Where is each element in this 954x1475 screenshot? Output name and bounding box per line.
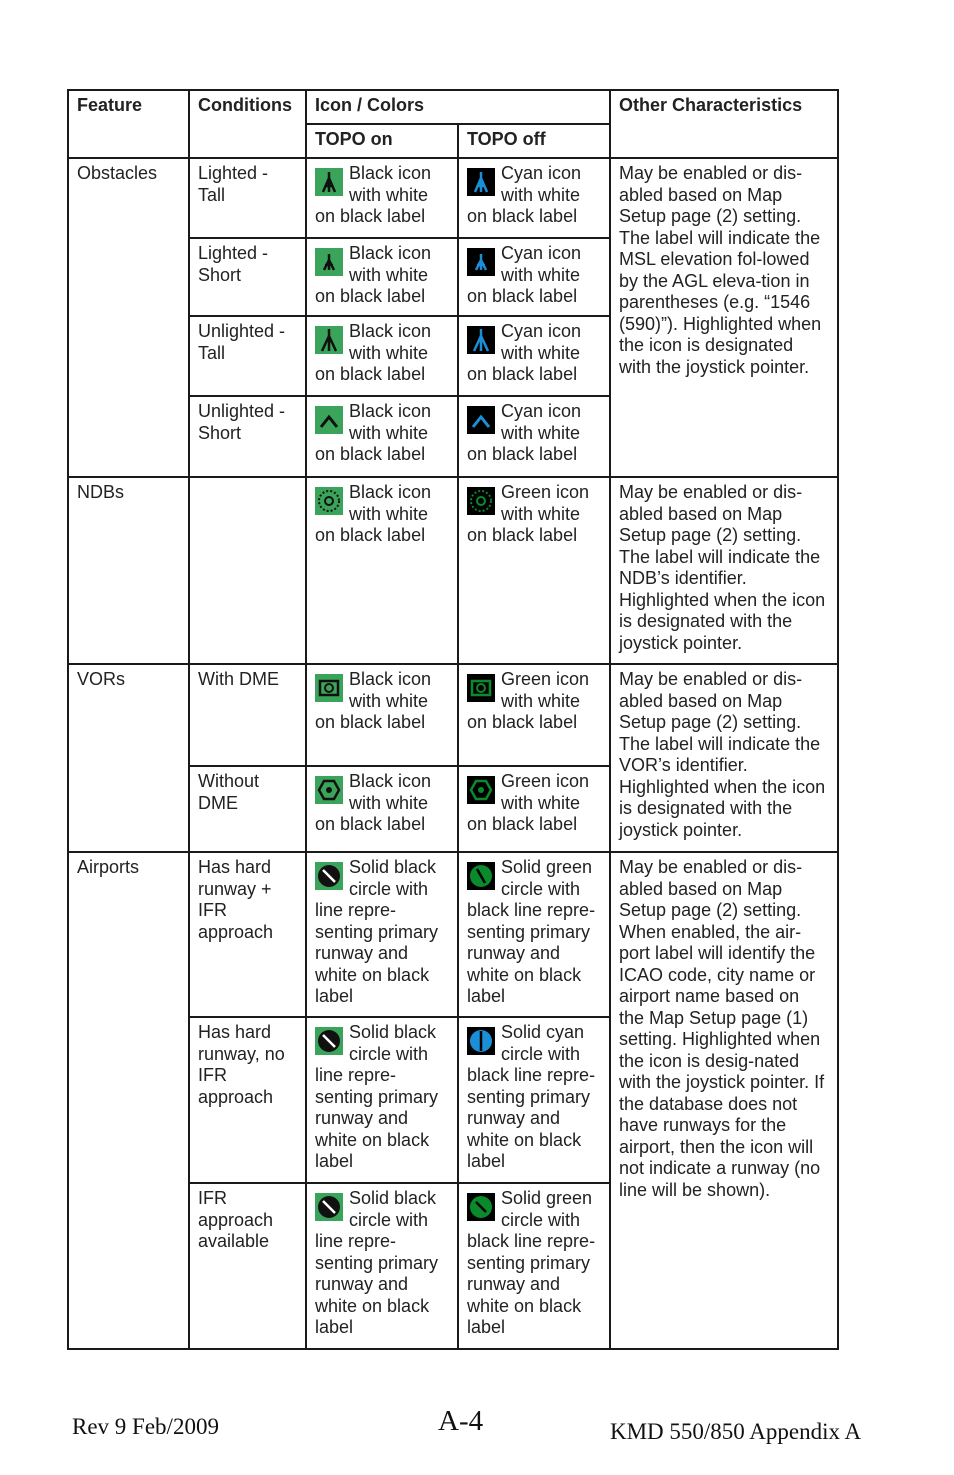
icon-description: Cyan icon with white on black label (467, 163, 582, 226)
condition-cell (189, 477, 306, 664)
vor-dme-icon (467, 674, 495, 702)
topo-off-cell (458, 238, 610, 316)
ndb-icon (315, 487, 343, 515)
airport-icon (315, 862, 343, 890)
airport-icon (315, 1027, 343, 1055)
topo-on-cell (306, 477, 458, 664)
table-row (68, 477, 838, 664)
obstacle-short-unlighted-icon (315, 406, 343, 434)
icon-description: Black icon with white on black label (315, 243, 432, 306)
vor-icon (467, 776, 495, 804)
ndb-icon (467, 487, 495, 515)
page-number: A-4 (438, 1405, 484, 1437)
airport-icon (467, 1193, 495, 1221)
topo-on-cell (306, 664, 458, 766)
table-row (68, 852, 838, 1017)
table-row (68, 158, 838, 238)
icon-description: Cyan icon with white on black label (467, 401, 582, 464)
icon-description: Solid black circle with line repre-senting primary runway and white on black label (315, 857, 439, 1006)
header-icon-colors: Icon / Colors (306, 90, 610, 124)
topo-on-cell (306, 316, 458, 396)
icon-description: Black icon with white on black label (315, 482, 432, 545)
icon-description: Black icon with white on black label (315, 321, 432, 384)
other-airports: May be enabled or dis-abled based on Map Setup page (2) setting. When enabled, the air-port label will identify the ICAO code, city name or airport name based on the Map Setup page (1) setting. Highlighted when the icon is desig-nated with the joystick pointer. If the database does not have runways for the airport, then the icon will not indicate a runway (no line will be shown). (610, 852, 838, 1349)
condition-cell: Has hard runway + IFR approach (189, 852, 306, 1017)
obstacle-tall-unlighted-icon (315, 326, 343, 354)
topo-off-cell (458, 852, 610, 1017)
feature-obstacles: Obstacles (68, 158, 189, 477)
vor-icon (315, 776, 343, 804)
topo-off-cell (458, 158, 610, 238)
header-topo-on: TOPO on (306, 124, 458, 158)
icon-description: Solid black circle with line repre-senting primary runway and white on black label (315, 1188, 439, 1337)
header-conditions: Conditions (189, 90, 306, 158)
icon-description: Solid black circle with line repre-senting primary runway and white on black label (315, 1022, 439, 1171)
topo-on-cell (306, 158, 458, 238)
icon-description: Solid cyan circle with black line repre-senting primary runway and white on black label (467, 1022, 596, 1171)
condition-cell: Lighted - Short (189, 238, 306, 316)
icon-description: Green icon with white on black label (467, 669, 590, 732)
other-ndbs: May be enabled or dis-abled based on Map Setup page (2) setting. The label will indicate the NDB’s identifier. Highlighted when the icon is designated with the joystick pointer. (610, 477, 838, 664)
condition-cell: Unlighted - Tall (189, 316, 306, 396)
topo-off-cell (458, 664, 610, 766)
airport-icon (467, 1027, 495, 1055)
header-topo-off: TOPO off (458, 124, 610, 158)
condition-cell: IFR approach available (189, 1183, 306, 1349)
feature-table (67, 89, 839, 1350)
icon-description: Cyan icon with white on black label (467, 243, 582, 306)
icon-description: Black icon with white on black label (315, 401, 432, 464)
obstacle-short-unlighted-icon (467, 406, 495, 434)
obstacle-tall-lighted-icon (467, 168, 495, 196)
topo-on-cell (306, 1017, 458, 1183)
topo-off-cell (458, 316, 610, 396)
icon-description: Black icon with white on black label (315, 771, 432, 834)
footer-revision: Rev 9 Feb/2009 (72, 1414, 219, 1439)
condition-cell: Without DME (189, 766, 306, 852)
topo-off-cell (458, 477, 610, 664)
topo-off-cell (458, 766, 610, 852)
icon-description: Black icon with white on black label (315, 669, 432, 732)
icon-description: Solid green circle with black line repre-senting primary runway and white on black label (467, 857, 596, 1006)
feature-vors: VORs (68, 664, 189, 852)
topo-on-cell (306, 852, 458, 1017)
topo-on-cell (306, 1183, 458, 1349)
condition-cell: Unlighted - Short (189, 396, 306, 477)
condition-cell: Lighted - Tall (189, 158, 306, 238)
icon-description: Black icon with white on black label (315, 163, 432, 226)
condition-cell: Has hard runway, no IFR approach (189, 1017, 306, 1183)
other-obstacles: May be enabled or dis-abled based on Map Setup page (2) setting. The label will indicate the MSL elevation fol-lowed by the AGL eleva-tion in parentheses (e.g. “1546 (590)”). Highlighted when the icon is designated with the joystick pointer. (610, 158, 838, 477)
footer-document-title: KMD 550/850 Appendix A (610, 1419, 862, 1444)
topo-on-cell (306, 396, 458, 477)
topo-on-cell (306, 238, 458, 316)
topo-off-cell (458, 1017, 610, 1183)
topo-off-cell (458, 396, 610, 477)
header-feature: Feature (68, 90, 189, 158)
icon-description: Green icon with white on black label (467, 482, 590, 545)
icon-description: Cyan icon with white on black label (467, 321, 582, 384)
obstacle-tall-lighted-icon (315, 168, 343, 196)
airport-icon (315, 1193, 343, 1221)
feature-airports: Airports (68, 852, 189, 1349)
obstacle-short-lighted-icon (467, 248, 495, 276)
feature-ndbs: NDBs (68, 477, 189, 664)
condition-cell: With DME (189, 664, 306, 766)
topo-on-cell (306, 766, 458, 852)
other-vors: May be enabled or dis-abled based on Map Setup page (2) setting. The label will indicate the VOR’s identifier. Highlighted when the icon is designated with the joystick pointer. (610, 664, 838, 852)
header-row (68, 90, 838, 124)
icon-description: Green icon with white on black label (467, 771, 590, 834)
vor-dme-icon (315, 674, 343, 702)
obstacle-tall-unlighted-icon (467, 326, 495, 354)
obstacle-short-lighted-icon (315, 248, 343, 276)
icon-description: Solid green circle with black line repre-senting primary runway and white on black label (467, 1188, 596, 1337)
topo-off-cell (458, 1183, 610, 1349)
header-other: Other Characteristics (610, 90, 838, 158)
airport-icon (467, 862, 495, 890)
table-row (68, 664, 838, 766)
